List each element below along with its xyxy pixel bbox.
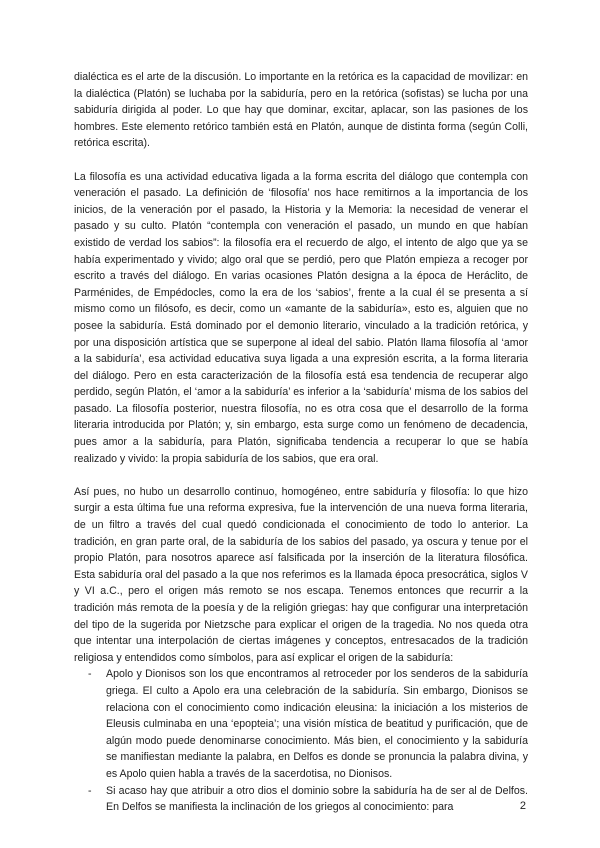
- bullet-text: Si acaso hay que atribuir a otro dios el dominio sobre la sabiduría ha de ser al de Delfos. En Delfos se manifiesta la inclinación de los griegos al conocimiento: para: [106, 784, 528, 814]
- bullet-list: [74, 666, 528, 815]
- paragraph-rhetoric: dialéctica es el arte de la discusión. Lo importante en la retórica es la capacidad de movilizar: en la dialéctica (Platón) se luchaba por la sabiduría, pero en la retórica (sofistas) se lucha por una sabiduría dirigida al poder. Lo que hay que dominar, excitar, aplacar, son las pasiones de los hombres. Este elemento retórico también está en Platón, aunque de distinta forma (según Colli, retórica escrita).: [74, 71, 528, 150]
- bullet-dash: -: [88, 784, 92, 797]
- page-number: 2: [519, 800, 526, 812]
- paragraph-philosophy: La filosofía es una actividad educativa ligada a la forma escrita del diálogo que contempla con veneración el pasado. La definición de ‘filosofía’ nos hace remitirnos a la importancia de los inicios, de la veneración por el pasado, la Historia y la Memoria: la necesidad de venerar el pasado y su culto. Platón “contempla con veneración el pasado, un mundo en que habían existido de verdad los sabios”: la filosofía era el recuerdo de algo, el intento de algo que ya se había experimentado y vivido; algo oral que se perdió, pero que Platón empieza a recoger por escrito a través del diálogo. En varias ocasiones Platón designa a la época de Heráclito, de Parménides, de Empédocles, como la era de los ‘sabios’, frente a la cual él se presenta a sí mismo como un filósofo, es decir, como un «amante de la sabiduría», esto es, alguien que no posee la sabiduría. Está dominado por el demonio literario, vinculado a la tradición retórica, y por una disposición artística que se superpone al ideal del sabio. Platón llama filosofía al ‘amor a la sabiduría’, esa actividad educativa suya ligada a una expresión escrita, a la forma literaria del diálogo. Pero en esta caracterización de la filosofía está esa tendencia de recuperar algo perdido, según Platón, el ‘amor a la sabiduría’ es inferior a la ‘sabiduría’ misma de los sabios del pasado. La filosofía posterior, nuestra filosofía, no es otra cosa que el desarrollo de la forma literaria introducida por Platón; y, sin embargo, esta surge como un fenómeno de decadencia, pues amor a la sabiduría, para Platón, significaba tendencia a recuperar lo que se había realizado y vivido: la propia sabiduría de los sabios, que era oral.: [74, 170, 528, 465]
- bullet-dash: -: [88, 668, 92, 681]
- document-body: [74, 69, 528, 816]
- list-item-apolo-dionisos: [74, 666, 528, 782]
- list-item-delfos: [74, 783, 528, 816]
- bullet-text: Apolo y Dionisos son los que encontramos al retroceder por los senderos de la sabiduría griega. El culto a Apolo era una celebración de la sabiduría. Sin embargo, Dionisos se relaciona con el conocimiento como indicación eleusina: la iniciación a los misterios de Eleusis culminaba en una ‘epopteia’; una visión mística de beatitud y purificación, que de algún modo puede denominarse conocimiento. Más bien, el conocimiento y la sabiduría se manifiestan mediante la palabra, en Delfos es donde se pronuncia la palabra divina, y es Apolo quien habla a través de la sacerdotisa, no Dionisos.: [106, 668, 528, 780]
- paragraph-wisdom: Así pues, no hubo un desarrollo continuo, homogéneo, entre sabiduría y filosofía: lo que hizo surgir a esta última fue una reforma expresiva, fue la intervención de una nueva forma literaria, de un filtro a través del cual quedó condicionada el conocimiento de todo lo anterior. La tradición, en gran parte oral, de la sabiduría de los sabios del pasado, ya oscura y tenue por el propio Platón, para nosotros aparece así falsificada por la inserción de la literatura filosófica. Esta sabiduría oral del pasado a la que nos referimos es la llamada época presocrática, siglos V y VI a.C., pero el origen más remoto se nos escapa. Tenemos entonces que recurrir a la tradición más remota de la poesía y de la religión griegas: hay que configurar una interpretación del tipo de la sugerida por Nietzsche para explicar el origen de la tragedia. No nos queda otra que intentar una interpolación de ciertas imágenes y conceptos, entresacados de la tradición religiosa y entendidos como símbolos, para así explicar el origen de la sabiduría:: [74, 485, 528, 664]
